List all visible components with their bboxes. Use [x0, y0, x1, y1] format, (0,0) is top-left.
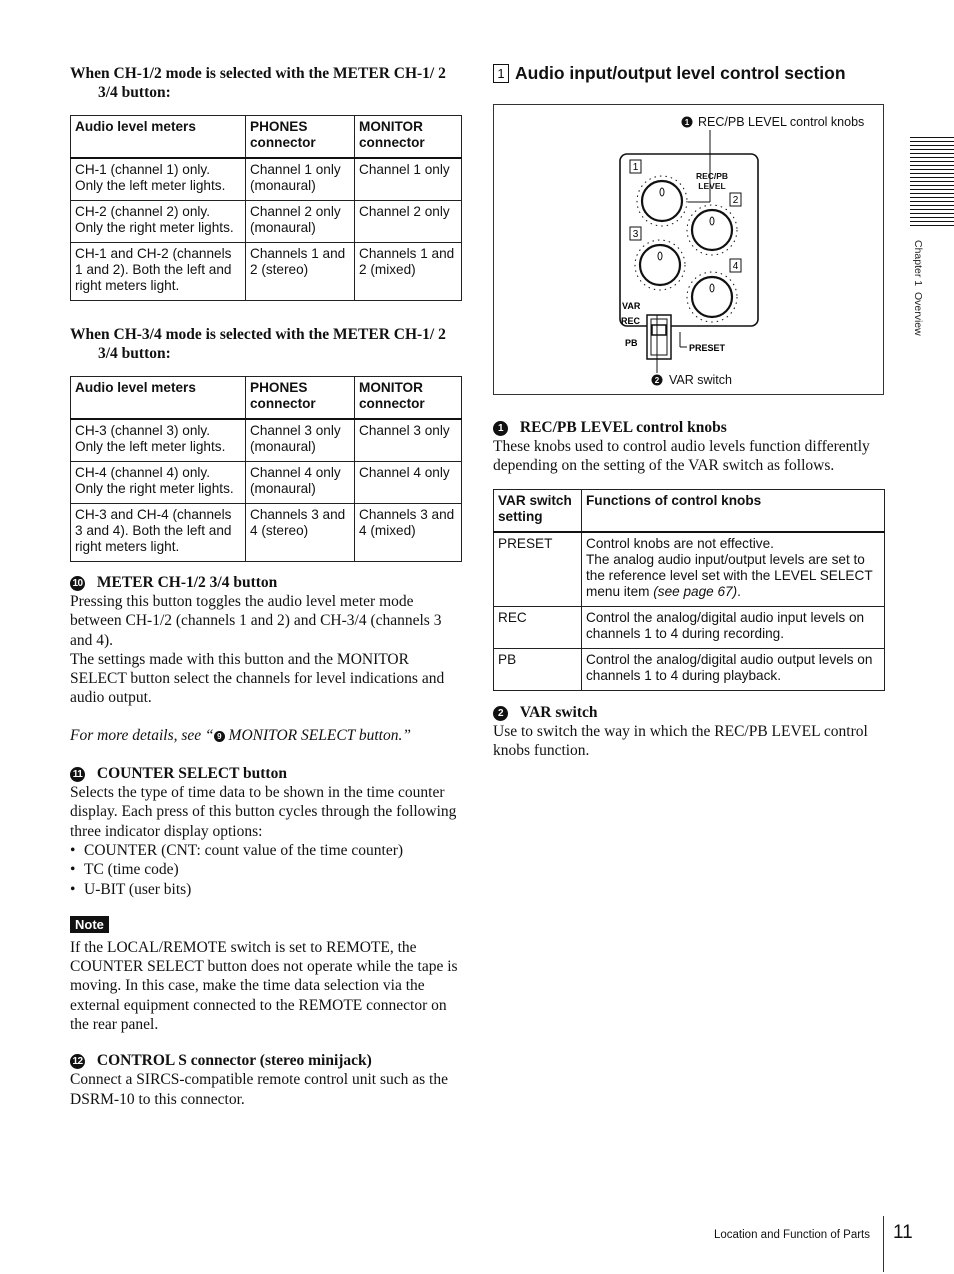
table-cell: Channels 1 and 2 (mixed) — [355, 243, 462, 301]
number-badge-icon: 11 — [70, 767, 85, 782]
item-var-switch — [493, 703, 888, 761]
table-cell: CH-3 and CH-4 (channels 3 and 4). Both the left and right meters light. — [71, 504, 246, 562]
counter-select-para: Selects the type of time data to be shown in the time counter display. Each press of this button cycles through the following three indicator display options: — [70, 784, 457, 840]
table-cell: REC — [494, 606, 582, 648]
table-cell: Channels 3 and 4 (stereo) — [246, 504, 355, 562]
table-cell: Channel 3 only — [355, 419, 462, 462]
meter-button-para1: Pressing this button toggles the audio level meter mode between CH-1/2 (channels 1 and 2) and CH-3/4 (channels 3 and 4). — [70, 593, 442, 649]
counter-select-title: COUNTER SELECT button — [96, 765, 287, 783]
chapter-tab-label — [910, 240, 924, 360]
var-switch-para: Use to switch the way in which the REC/PB LEVEL control knobs function. — [493, 722, 868, 759]
page-number: 11 — [893, 1222, 913, 1243]
audio-control-figure — [493, 104, 884, 395]
table-cell: Channels 3 and 4 (mixed) — [355, 504, 462, 562]
function-line — [586, 552, 880, 600]
table-cell: CH-3 (channel 3) only. Only the left meter lights. — [71, 419, 246, 462]
table-row — [71, 419, 462, 462]
callout-1-number: 1 — [684, 118, 690, 127]
knob-number: 1 — [632, 162, 639, 173]
note-label: Note — [70, 916, 109, 933]
figure-drawing — [494, 105, 883, 394]
meter-button-title: METER CH-1/2 3/4 button — [96, 574, 278, 591]
table-cell: Channel 1 only (monaural) — [246, 158, 355, 201]
table-cell: Channel 1 only — [355, 158, 462, 201]
left-column — [70, 64, 465, 1109]
function-end: . — [737, 583, 741, 599]
rec-pb-knobs-para: These knobs used to control audio levels function differently depending on the setting of the VAR switch as follows. — [493, 438, 870, 475]
number-badge-icon: 9 — [214, 731, 225, 742]
note-block — [70, 916, 465, 1034]
var-switch-icon — [647, 315, 671, 373]
note-text: If the LOCAL/REMOTE switch is set to REMOTE, the COUNTER SELECT button does not operate while the tape is moving. In this case, make the time data selection via the external equipment connected to the REMOTE connector on the rear panel. — [70, 938, 458, 1034]
table-cell: CH-1 and CH-2 (channels 1 and 2). Both the left and right meters light. — [71, 243, 246, 301]
table-cell: Channel 3 only (monaural) — [246, 419, 355, 462]
reference-suffix: MONITOR SELECT button.” — [224, 726, 411, 744]
counter-options-list — [70, 841, 465, 899]
table-row — [494, 606, 885, 648]
table-row — [71, 158, 462, 201]
knob-2-icon — [687, 205, 737, 255]
chapter-title: Overview — [912, 291, 924, 336]
table-cell: Channel 2 only (monaural) — [246, 201, 355, 243]
heading-ch34-mode: When CH-3/4 mode is selected with the METER CH-1/ 2 3/4 button: — [70, 326, 446, 362]
number-badge-icon: 12 — [70, 1054, 85, 1069]
header-monitor-connector: MONITOR connector — [355, 116, 462, 159]
table-cell: Channel 4 only (monaural) — [246, 462, 355, 504]
monitor-select-reference — [70, 726, 465, 745]
table-header-row — [71, 116, 462, 159]
section-number: 1 — [493, 64, 509, 83]
header-monitor-connector: MONITOR connector — [355, 377, 462, 420]
list-item: • U-BIT (user bits) — [70, 880, 465, 899]
number-badge-icon: 10 — [70, 576, 85, 591]
header-functions: Functions of control knobs — [582, 489, 885, 532]
footer-divider — [883, 1216, 884, 1272]
meter-button-para2: The settings made with this button and the MONITOR SELECT button select the channels for level indications and audio output. — [70, 650, 445, 707]
section-title: Audio input/output level control section — [515, 63, 846, 83]
item-meter-button — [70, 573, 465, 745]
table-row — [494, 532, 885, 607]
knob-number: 3 — [632, 229, 639, 240]
item-title — [70, 764, 465, 783]
knob-number: 4 — [732, 261, 739, 272]
knob-3-icon — [635, 240, 685, 290]
table-cell: CH-1 (channel 1) only. Only the left meter lights. — [71, 158, 246, 201]
control-s-title: CONTROL S connector (stereo minijack) — [96, 1052, 372, 1070]
number-badge-icon: 1 — [493, 421, 508, 436]
callout-1-label: REC/PB LEVEL control knobs — [698, 115, 865, 129]
callout-2-number: 2 — [654, 376, 660, 385]
item-title — [70, 573, 465, 592]
switch-label-var: VAR — [622, 301, 641, 311]
function-text: The analog audio input/output levels are set to the reference level set with the LEVEL SELECT menu item — [586, 551, 873, 599]
table-row — [494, 648, 885, 690]
table-cell: Channels 1 and 2 (stereo) — [246, 243, 355, 301]
control-s-para: Connect a SIRCS-compatible remote control unit such as the DSRM-10 to this connector. — [70, 1071, 448, 1108]
item-title — [493, 703, 888, 722]
switch-label-pb: PB — [625, 338, 638, 348]
list-item: • COUNTER (CNT: count value of the time counter) — [70, 841, 465, 860]
footer-section-name: Location and Function of Parts — [714, 1229, 870, 1241]
knob-1-icon — [637, 176, 687, 226]
table-cell: PRESET — [494, 532, 582, 607]
table-row — [71, 243, 462, 301]
table-cell: CH-4 (channel 4) only. Only the right meter lights. — [71, 462, 246, 504]
header-phones-connector: PHONES connector — [246, 116, 355, 159]
svg-text:LEVEL: LEVEL — [698, 181, 726, 191]
table-cell: Control the analog/digital audio input levels on channels 1 to 4 during recording. — [582, 606, 885, 648]
table-row — [71, 462, 462, 504]
ch34-mode-table — [70, 376, 462, 562]
table-header-row — [71, 377, 462, 420]
table-header-row — [494, 489, 885, 532]
list-item: • TC (time code) — [70, 860, 465, 879]
heading-ch12-mode: When CH-1/2 mode is selected with the METER CH-1/ 2 3/4 button: — [70, 65, 446, 101]
table-row — [71, 201, 462, 243]
table-cell: Channel 2 only — [355, 201, 462, 243]
item-rec-pb-knobs — [493, 418, 888, 476]
ch12-mode-table — [70, 115, 462, 301]
var-switch-table — [493, 489, 885, 691]
table-cell — [582, 532, 885, 607]
var-switch-title: VAR switch — [519, 703, 598, 721]
reference-prefix: For more details, see “ — [70, 726, 214, 744]
header-audio-level-meters: Audio level meters — [71, 377, 246, 420]
item-counter-select — [70, 764, 465, 899]
header-audio-level-meters: Audio level meters — [71, 116, 246, 159]
table-cell: PB — [494, 648, 582, 690]
rec-pb-knobs-title: REC/PB LEVEL control knobs — [519, 419, 727, 436]
header-phones-connector: PHONES connector — [246, 377, 355, 420]
right-column-text — [493, 418, 888, 760]
svg-text:REC/PB: REC/PB — [695, 171, 729, 181]
panel-label: REC/PB LEVEL — [494, 105, 501, 106]
item-title — [493, 418, 888, 437]
table-cell: Control the analog/digital audio output levels on channels 1 to 4 during playback. — [582, 648, 885, 690]
table-cell: CH-2 (channel 2) only. Only the right meter lights. — [71, 201, 246, 243]
header-var-switch-setting: VAR switch setting — [494, 489, 582, 532]
switch-label-rec: REC — [621, 316, 641, 326]
page-reference: (see page 67) — [653, 583, 738, 599]
item-control-s — [70, 1051, 465, 1109]
callout-2-label: VAR switch — [669, 373, 732, 387]
number-badge-icon: 2 — [493, 706, 508, 721]
table-row — [71, 504, 462, 562]
item-title — [70, 1051, 465, 1070]
chapter-tab-stripes — [910, 137, 954, 229]
knob-4-icon — [687, 272, 737, 322]
function-line: Control knobs are not effective. — [586, 535, 774, 551]
section-heading — [493, 63, 888, 84]
table-cell: Channel 4 only — [355, 462, 462, 504]
switch-label-preset: PRESET — [689, 343, 726, 353]
knob-number: 2 — [732, 195, 739, 206]
chapter-number: Chapter 1 — [912, 240, 924, 287]
